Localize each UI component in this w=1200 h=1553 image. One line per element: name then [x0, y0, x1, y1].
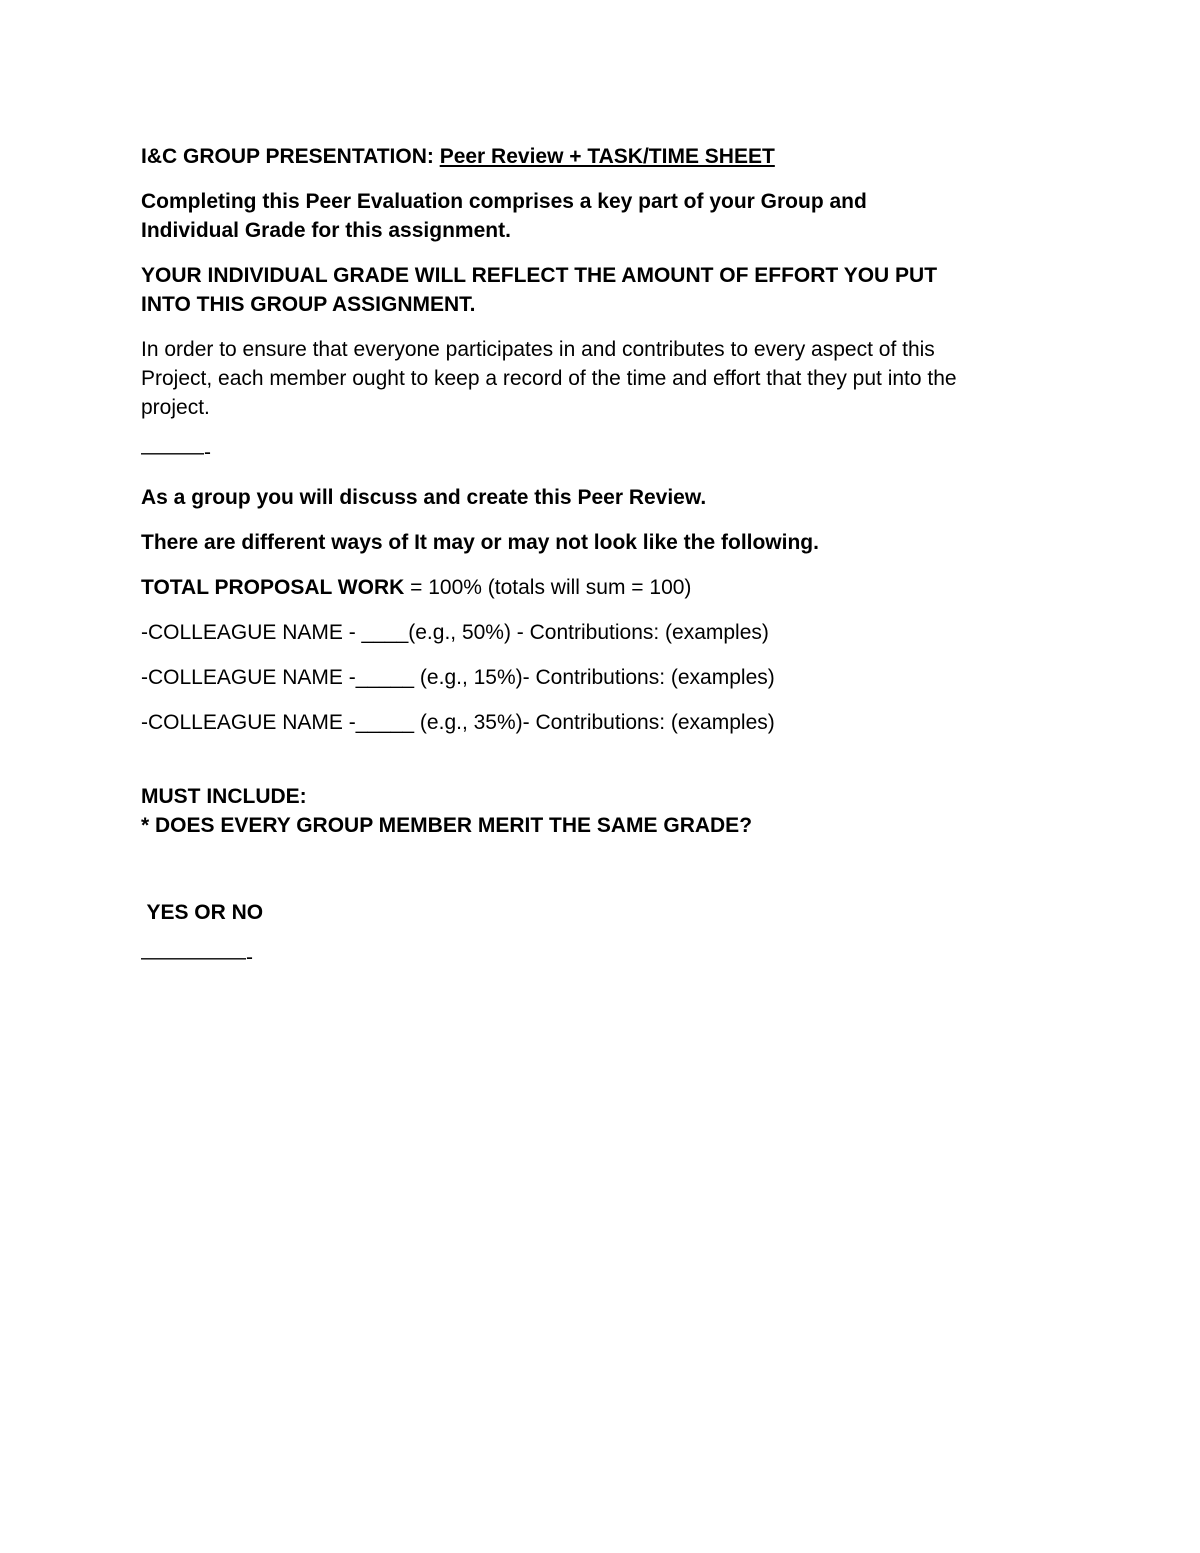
grade-question: * DOES EVERY GROUP MEMBER MERIT THE SAME GRADE?: [141, 814, 753, 837]
body-line-1: In order to ensure that everyone participates in and contributes to every aspect of this: [141, 338, 935, 361]
body-paragraph: [141, 335, 1071, 422]
long-separator: —————-: [141, 946, 253, 969]
short-separator: ———-: [141, 441, 211, 464]
must-include-block: [141, 782, 1071, 840]
intro-line-2: Individual Grade for this assignment.: [141, 219, 511, 242]
colleague-line: -COLLEAGUE NAME -_____ (e.g., 35%)- Contributions: (examples): [141, 711, 775, 734]
intro-paragraph: [141, 187, 1071, 245]
title-prefix: I&C GROUP PRESENTATION:: [141, 145, 440, 168]
total-rest: = 100% (totals will sum = 100): [404, 576, 692, 599]
intro-line-1: Completing this Peer Evaluation comprises a key part of your Group and: [141, 190, 867, 213]
yes-or-no: YES OR NO: [141, 901, 264, 924]
ways-instruction: There are different ways of It may or may not look like the following.: [141, 531, 819, 554]
group-instruction: As a group you will discuss and create this Peer Review.: [141, 486, 707, 509]
colleague-line: -COLLEAGUE NAME - ____(e.g., 50%) - Contributions: (examples): [141, 621, 769, 644]
must-include-heading: MUST INCLUDE:: [141, 785, 307, 808]
body-line-3: project.: [141, 396, 210, 419]
total-label: TOTAL PROPOSAL WORK: [141, 576, 405, 599]
total-work-line: [141, 573, 1071, 602]
warning-paragraph: [141, 261, 1071, 319]
warning-line-1: YOUR INDIVIDUAL GRADE WILL REFLECT THE AMOUNT OF EFFORT YOU PUT: [141, 264, 938, 287]
document-title: [141, 142, 1071, 171]
document-body: [141, 142, 1071, 972]
warning-line-2: INTO THIS GROUP ASSIGNMENT.: [141, 293, 476, 316]
title-underlined: Peer Review + TASK/TIME SHEET: [439, 145, 775, 168]
body-line-2: Project, each member ought to keep a record of the time and effort that they put into the: [141, 367, 957, 390]
colleague-line: -COLLEAGUE NAME -_____ (e.g., 15%)- Contributions: (examples): [141, 666, 775, 689]
